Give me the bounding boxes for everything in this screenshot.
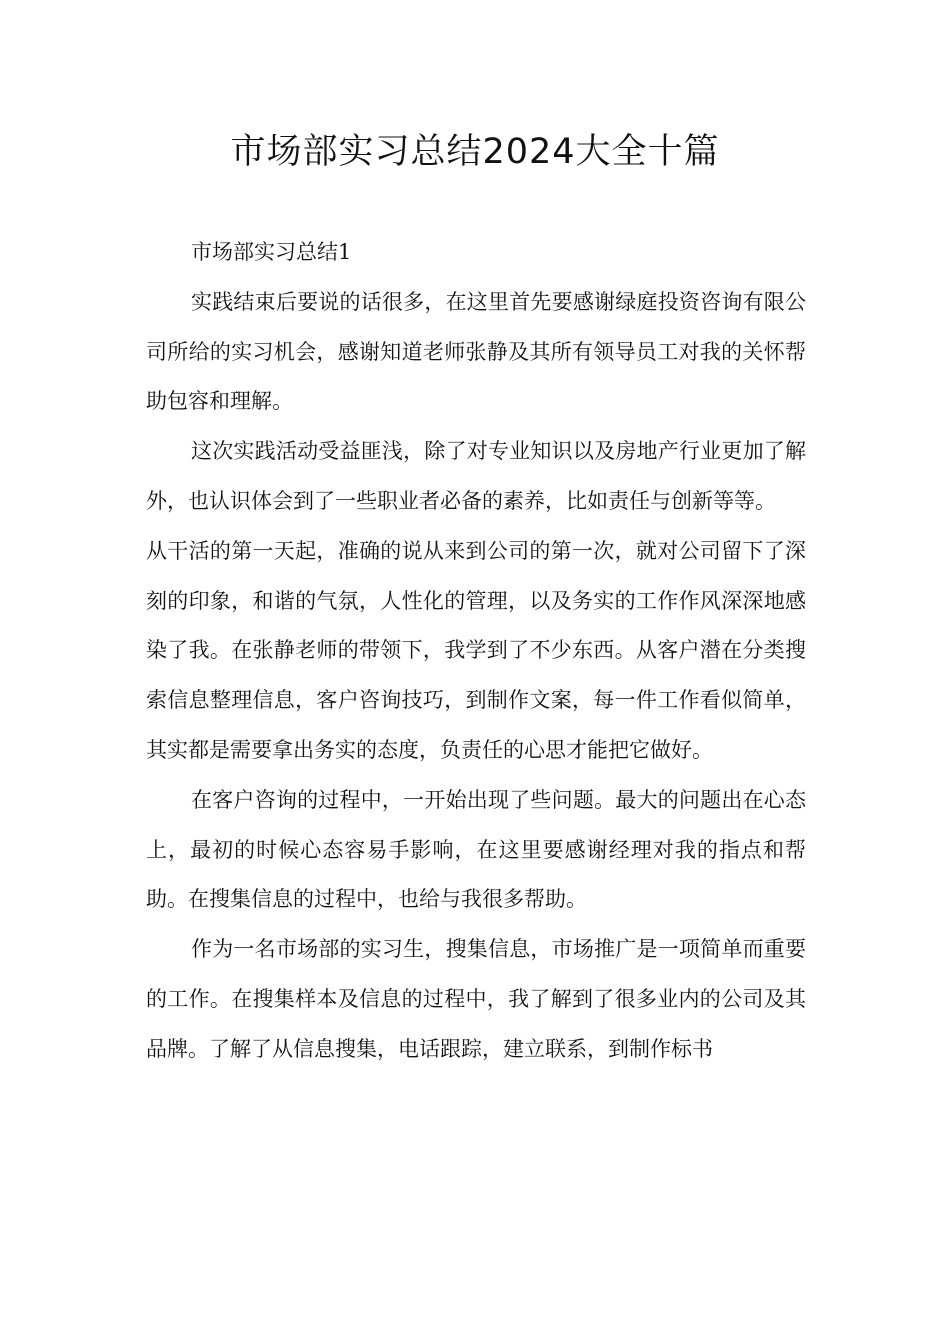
- paragraph-2: 这次实践活动受益匪浅，除了对专业知识以及房地产行业更加了解外，也认识体会到了一些职业者必备的素养，比如责任与创新等等。: [146, 439, 806, 513]
- paragraph-3: 从干活的第一天起，准确的说从来到公司的第一次，就对公司留下了深刻的印象，和谐的气氛，人性化的管理，以及务实的工作作风深深地感染了我。在张静老师的带领下，我学到了不少东西。从客户潜在分类搜索信息整理信息，客户咨询技巧，到制作文案，每一件工作看似简单，其实都是需要拿出务实的态度，负责任的心思才能把它做好。: [146, 538, 806, 762]
- section-heading: 市场部实习总结1: [191, 240, 352, 264]
- document-body: [146, 228, 806, 1075]
- paragraph-5: 作为一名市场部的实习生，搜集信息，市场推广是一项简单而重要的工作。在搜集样本及信息的过程中，我了解到了很多业内的公司及其品牌。了解了从信息搜集，电话跟踪，建立联系，到制作标书: [146, 937, 806, 1061]
- paragraph-1: 实践结束后要说的话很多，在这里首先要感谢绿庭投资咨询有限公司所给的实习机会，感谢知道老师张静及其所有领导员工对我的关怀帮助包容和理解。: [146, 289, 806, 414]
- paragraph-4: 在客户咨询的过程中，一开始出现了些问题。最大的问题出在心态上，最初的时候心态容易手影响，在这里要感谢经理对我的指点和帮助。在搜集信息的过程中，也给与我很多帮助。: [146, 787, 806, 912]
- document-title: 市场部实习总结2024大全十篇: [230, 132, 720, 172]
